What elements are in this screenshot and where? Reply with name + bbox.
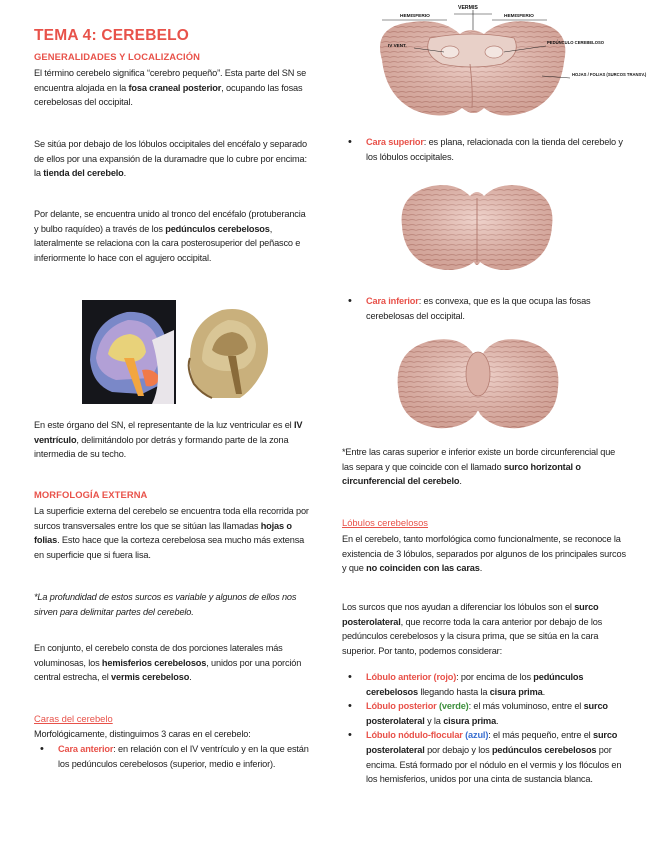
list-item-lobulo-anterior: • Lóbulo anterior (rojo): por encima de los pedúnculos cerebelosos llegando hasta la cisura prima. xyxy=(342,670,627,699)
caras-list-inferior xyxy=(342,294,627,323)
cerebellum-inferior-view-image xyxy=(390,330,566,434)
mri-sagittal-image xyxy=(82,300,176,404)
caras-list-superior xyxy=(342,135,627,164)
caras-list-left xyxy=(34,742,312,771)
section-heading-caras: Caras del cerebelo xyxy=(34,713,113,724)
note-profundidad-surcos: *La profundidad de estos surcos es variable y algunos de ellos nos sirven para delimitar partes del cerebelo. xyxy=(34,592,297,617)
section-heading-morfologia: MORFOLOGÍA EXTERNA xyxy=(34,489,148,500)
label-hemisferio-left: HEMISFERIO xyxy=(400,14,430,19)
paragraph-lobulos-1: En el cerebelo, tanto morfológica como funcionalmente, se reconoce la existencia de 3 lóbulos, separados por algunos de los principales surcos y que no coinciden con las caras. xyxy=(342,534,626,574)
label-vermis: VERMIS xyxy=(458,5,478,11)
label-pedunculo: PEDÚNCULO CEREBELOSO xyxy=(547,40,605,45)
label-hemisferio-right: HEMISFERIO xyxy=(504,14,534,19)
paragraph-lobulos-2: Los surcos que nos ayudan a diferenciar los lóbulos son el surco posterolateral, que recorre toda la cara anterior por debajo de los pedúnculos cerebelosos y la cisura prima, que se sitúa en la cara superior. Por tanto, podemos considerar: xyxy=(342,602,603,656)
cerebellum-annotated-figure xyxy=(342,0,647,126)
paragraph-generalidades-1: El término cerebelo significa “cerebro pequeño”. Esta parte del SN se encuentra alojada en la fosa craneal posterior, ocupando las fosas cerebelosas del occipital. xyxy=(34,68,307,108)
caras-intro: Morfológicamente, distinguimos 3 caras en el cerebelo: xyxy=(34,729,251,739)
section-heading-lobulos: Lóbulos cerebelosos xyxy=(342,517,428,528)
note-surco-horizontal: *Entre las caras superior e inferior existe un borde circunferencial que las separa y que coincide con el llamado surco horizontal o circunferencial del cerebelo. xyxy=(342,447,616,487)
cerebellum-superior-view-image xyxy=(392,178,562,276)
list-item-cara-superior: • Cara superior: es plana, relacionada con la tienda del cerebelo y los lóbulos occipitales. xyxy=(342,135,627,164)
paragraph-generalidades-2: Se sitúa por debajo de los lóbulos occipitales del encéfalo y separado de ellos por una expansión de la duramadre que lo cubre por encima: la tienda del cerebelo. xyxy=(34,139,307,179)
paragraph-generalidades-3: Por delante, se encuentra unido al tronco del encéfalo (protuberancia y bulbo raquídeo) a través de los pedúnculos cerebelosos, lateralmente se relaciona con la cara posterosuperior del peñasco e inferiormente lo hace con el agujero occipital. xyxy=(34,209,306,263)
head-dissection-image xyxy=(182,298,274,404)
lobulos-list xyxy=(342,670,627,787)
list-item-lobulo-posterior: • Lóbulo posterior (verde): el más voluminoso, entre el surco posterolateral y la cisura prima. xyxy=(342,699,627,728)
list-item-cara-inferior: • Cara inferior: es convexa, que es la que ocupa las fosas cerebelosas del occipital. xyxy=(342,294,627,323)
list-item-cara-anterior: • Cara anterior: en relación con el IV ventrículo y en la que están los pedúnculos cerebelosos (superior, medio e inferior). xyxy=(34,742,312,771)
page-title: TEMA 4: CEREBELO xyxy=(34,27,190,44)
section-heading-generalidades: GENERALIDADES Y LOCALIZACIÓN xyxy=(34,51,201,62)
paragraph-morfologia-1: La superficie externa del cerebelo se encuentra toda ella recorrida por surcos transversales entre los que se sitúan las llamadas hojas o folias. Esto hace que la corteza cerebelosa sea mucho más extensa en superficie que si fuera lisa. xyxy=(34,506,309,560)
label-hojas-folias: HOJAS / FOLIAS (SURCOS TRANSV.) xyxy=(572,72,647,77)
paragraph-generalidades-4: En este órgano del SN, el representante de la luz ventricular es el IV ventrículo, delimitándolo por detrás y formando parte de la zona intermedia de su techo. xyxy=(34,420,303,460)
paragraph-morfologia-2: En conjunto, el cerebelo consta de dos porciones laterales más voluminosas, los hemisferios cerebelosos, unidos por una porción central estrecha, el vermis cerebeloso. xyxy=(34,643,302,683)
label-iv-ventriculo: IV VENT. xyxy=(388,43,407,48)
list-item-lobulo-nodulo-flocular: • Lóbulo nódulo-flocular (azul): el más pequeño, entre el surco posterolateral por debajo y los pedúnculos cerebelosos por encima. Está formado por el nódulo en el vermis y los flóculos en los hemisferios, unidos por una cinta de sustancia blanca. xyxy=(342,728,627,786)
